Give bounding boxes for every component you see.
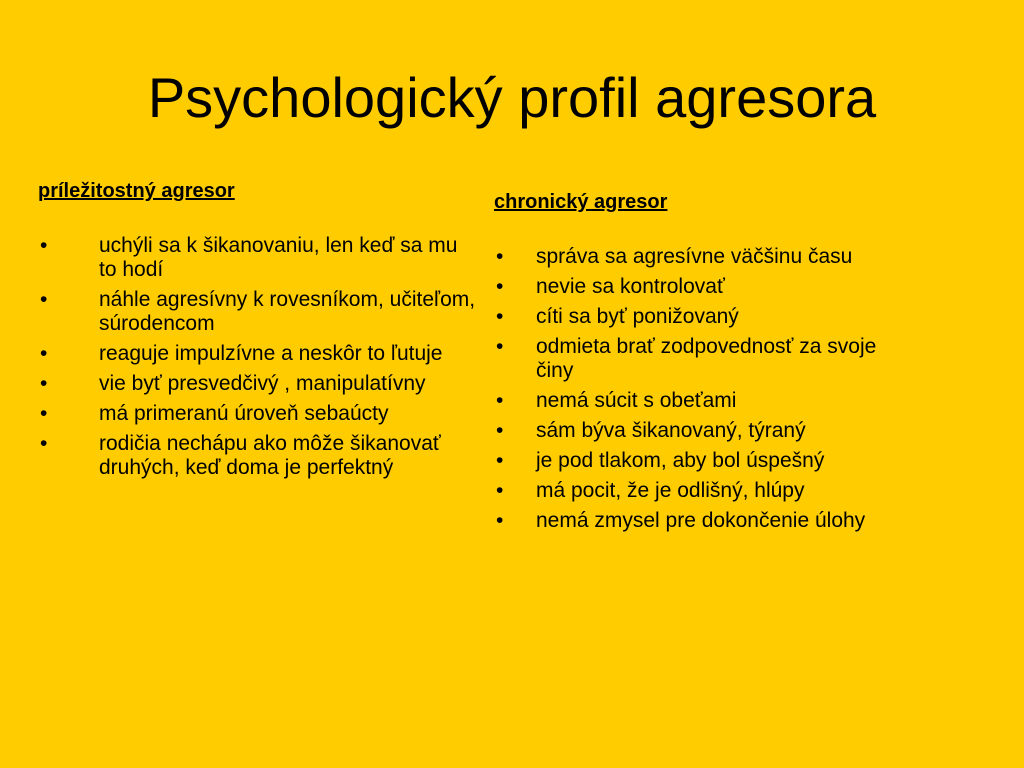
bullet-icon: •	[496, 449, 504, 472]
bullet-icon: •	[496, 479, 504, 502]
list-item	[494, 389, 914, 413]
list-item-text: nemá zmysel pre dokončenie úlohy	[536, 509, 866, 532]
occasional-aggressor-heading: príležitostný agresor	[38, 180, 235, 202]
bullet-icon: •	[496, 275, 504, 298]
list-item-text: reaguje impulzívne a neskôr to ľutuje	[99, 342, 443, 365]
list-item	[494, 479, 914, 503]
chronic-aggressor-column	[494, 189, 914, 539]
list-item	[38, 288, 478, 336]
bullet-icon: •	[40, 288, 48, 311]
list-item-text: je pod tlakom, aby bol úspešný	[536, 449, 825, 472]
list-item-text: správa sa agresívne väčšinu času	[536, 245, 853, 268]
list-item	[38, 402, 478, 426]
chronic-aggressor-heading: chronický agresor	[494, 191, 668, 213]
list-item-text: má pocit, že je odlišný, hlúpy	[536, 479, 805, 502]
list-item	[494, 275, 914, 299]
bullet-icon: •	[496, 305, 504, 328]
list-item-text: uchýli sa k šikanovaniu, len keď sa mu to hodí	[99, 234, 458, 281]
occasional-aggressor-list	[38, 234, 478, 480]
bullet-icon: •	[40, 432, 48, 455]
list-item	[494, 419, 914, 443]
occasional-aggressor-column	[38, 178, 478, 486]
chronic-aggressor-list	[494, 245, 914, 533]
list-item	[494, 449, 914, 473]
bullet-icon: •	[496, 335, 504, 358]
list-item	[494, 335, 914, 383]
slide-title: Psychologický profil agresora	[147, 66, 877, 129]
list-item-text: náhle agresívny k rovesníkom, učiteľom, súrodencom	[99, 288, 476, 335]
list-item	[38, 342, 478, 366]
list-item	[494, 245, 914, 269]
list-item-text: rodičia nechápu ako môže šikanovať druhých, keď doma je perfektný	[99, 432, 441, 479]
bullet-icon: •	[496, 245, 504, 268]
bullet-icon: •	[496, 419, 504, 442]
list-item	[38, 432, 478, 480]
bullet-icon: •	[40, 342, 48, 365]
list-item-text: vie byť presvedčivý , manipulatívny	[99, 372, 426, 395]
bullet-icon: •	[40, 402, 48, 425]
list-item-text: nemá súcit s obeťami	[536, 389, 737, 412]
list-item-text: sám býva šikanovaný, týraný	[536, 419, 806, 442]
list-item	[38, 372, 478, 396]
list-item	[38, 234, 478, 282]
list-item-text: cíti sa byť ponižovaný	[536, 305, 739, 328]
list-item-text: má primeranú úroveň sebaúcty	[99, 402, 389, 425]
bullet-icon: •	[40, 234, 48, 257]
list-item	[494, 509, 914, 533]
bullet-icon: •	[40, 372, 48, 395]
list-item-text: nevie sa kontrolovať	[536, 275, 725, 298]
list-item-text: odmieta brať zodpovednosť za svoje činy	[536, 335, 877, 382]
list-item	[494, 305, 914, 329]
bullet-icon: •	[496, 389, 504, 412]
bullet-icon: •	[496, 509, 504, 532]
